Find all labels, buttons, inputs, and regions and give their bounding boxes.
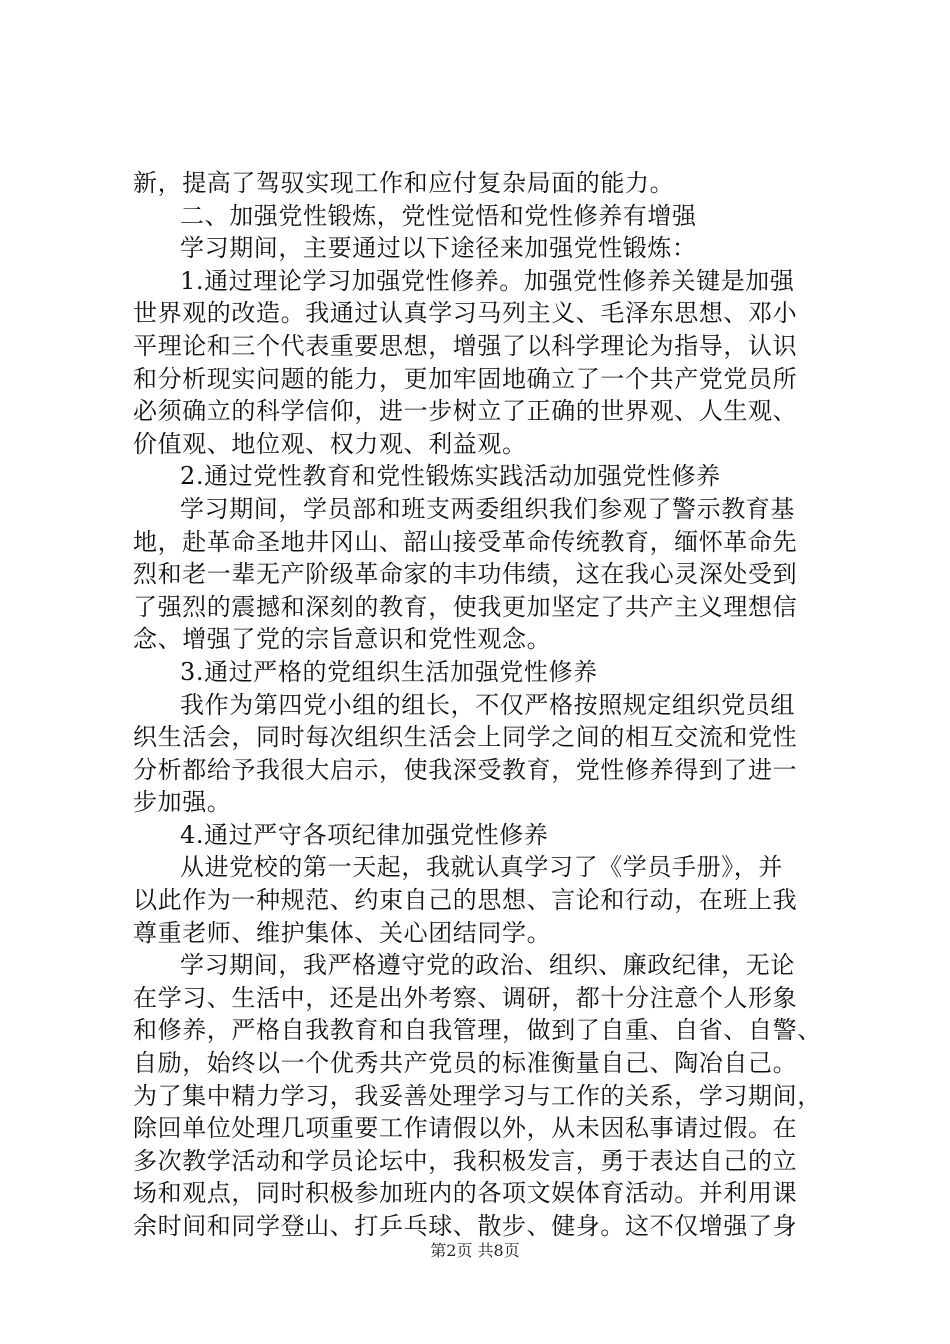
page-footer (0, 1241, 950, 1261)
text-line: 平理论和三个代表重要思想，增强了以科学理论为指导，认识 (133, 331, 798, 360)
text-line: 从进党校的第一天起，我就认真学习了《学员手册》，并 (180, 853, 783, 882)
text-line: 除回单位处理几项重要工作请假以外，从未因私事请过假。在 (133, 1114, 798, 1143)
text-line: 自励，始终以一个优秀共产党员的标准衡量自己、陶冶自己。 (133, 1049, 798, 1078)
text-line: 织生活会，同时每次组织生活会上同学之间的相互交流和党性 (133, 723, 798, 752)
text-line: 念、增强了党的宗旨意识和党性观念。 (133, 625, 552, 654)
text-line: 必须确立的科学信仰，进一步树立了正确的世界观、人生观、 (133, 397, 798, 426)
text-line: 地，赴革命圣地井冈山、韶山接受革命传统教育，缅怀革命先 (133, 527, 798, 556)
text-line: 学习期间，主要通过以下途径来加强党性锻炼： (180, 234, 697, 263)
text-line: 以此作为一种规范、约束自己的思想、言论和行动，在班上我 (133, 886, 798, 915)
text-line: 3.通过严格的党组织生活加强党性修养 (180, 657, 598, 686)
text-line: 分析都给予我很大启示，使我深受教育，党性修养得到了进一 (133, 755, 798, 784)
text-line: 余时间和同学登山、打乒乓球、散步、健身。这不仅增强了身 (133, 1212, 798, 1240)
text-line: 和修养，严格自我教育和自我管理，做到了自重、自省、自警、 (133, 1016, 822, 1045)
document-body (133, 167, 833, 1243)
text-line: 步加强。 (133, 788, 232, 817)
text-line: 4.通过严守各项纪律加强党性修养 (180, 820, 549, 849)
page-number: 第2页 共8页 (430, 1241, 520, 1260)
text-line: 新，提高了驾驭实现工作和应付复杂局面的能力。 (133, 169, 675, 197)
text-line: 在学习、生活中，还是出外考察、调研，都十分注意个人形象 (133, 983, 798, 1012)
text-line: 尊重老师、维护集体、关心团结同学。 (133, 918, 552, 947)
text-line: 学习期间，我严格遵守党的政治、组织、廉政纪律，无论 (180, 951, 795, 980)
text-line: 烈和老一辈无产阶级革命家的丰功伟绩，这在我心灵深处受到 (133, 560, 798, 589)
text-line: 和分析现实问题的能力，更加牢固地确立了一个共产党党员所 (133, 364, 798, 393)
text-line: 了强烈的震撼和深刻的教育，使我更加坚定了共产主义理想信 (133, 592, 798, 621)
text-line: 1.通过理论学习加强党性修养。加强党性修养关键是加强 (180, 266, 795, 295)
text-line: 二、加强党性锻炼，党性觉悟和党性修养有增强 (180, 201, 697, 230)
text-line: 学习期间，学员部和班支两委组织我们参观了警示教育基 (180, 494, 795, 523)
text-line: 多次教学活动和学员论坛中，我积极发言，勇于表达自己的立 (133, 1146, 798, 1175)
text-line: 2.通过党性教育和党性锻炼实践活动加强党性修养 (180, 462, 721, 491)
text-line: 价值观、地位观、权力观、利益观。 (133, 429, 527, 458)
text-line: 世界观的改造。我通过认真学习马列主义、毛泽东思想、邓小 (133, 299, 798, 328)
text-line: 我作为第四党小组的组长，不仅严格按照规定组织党员组 (180, 690, 795, 719)
text-line: 为了集中精力学习，我妥善处理学习与工作的关系，学习期间， (133, 1081, 822, 1110)
text-line: 场和观点，同时积极参加班内的各项文娱体育活动。并利用课 (133, 1179, 798, 1208)
